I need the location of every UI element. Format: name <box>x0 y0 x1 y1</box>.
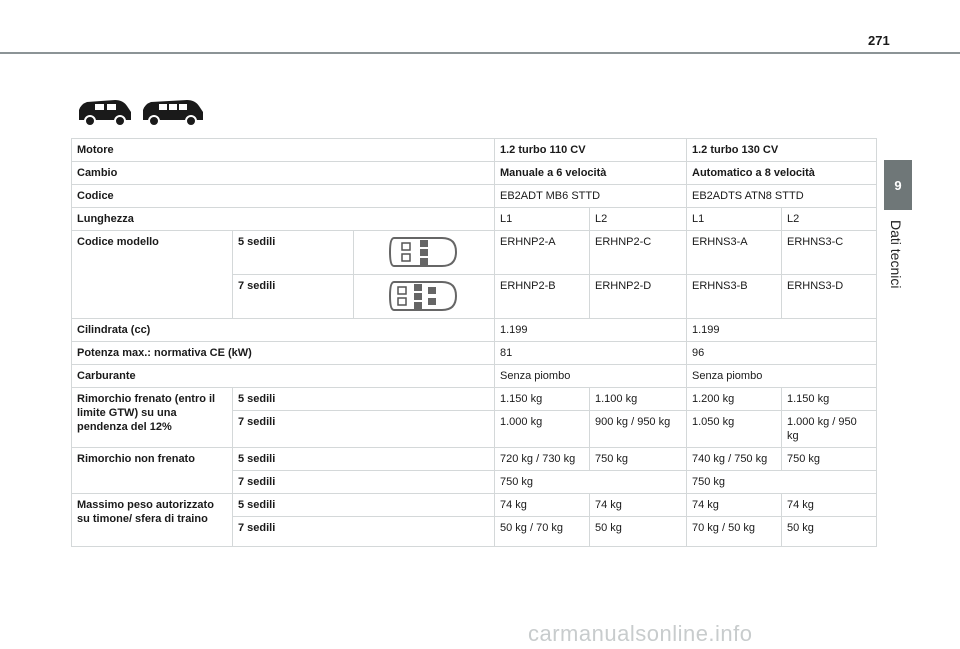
van-short-icon <box>79 100 131 126</box>
row-motore: Motore 1.2 turbo 110 CV 1.2 turbo 130 CV <box>72 139 877 162</box>
van-long-icon <box>143 100 203 126</box>
chapter-title: Dati tecnici <box>888 220 904 289</box>
row-lunghezza: Lunghezza L1 L2 L1 L2 <box>72 208 877 231</box>
label-motore: Motore <box>72 139 495 162</box>
specs-table <box>71 138 877 547</box>
seat-layout-7-icon <box>354 275 495 319</box>
row-codice: Codice EB2ADT MB6 STTD EB2ADTS ATN8 STTD <box>72 185 877 208</box>
row-codice-modello-5: Codice modello 5 sedili ERHNP2-A ERHNP2-C ERHNS3-A ERHNS3-C <box>72 231 877 275</box>
row-carburante: Carburante Senza piombo Senza piombo <box>72 365 877 388</box>
row-massimo-peso-7: 7 sedili 50 kg / 70 kg 50 kg 70 kg / 50 kg 50 kg <box>72 517 877 547</box>
row-massimo-peso-5: Massimo peso autorizzato su timone/ sfera di traino 5 sedili 74 kg 74 kg 74 kg 74 kg <box>72 494 877 517</box>
row-rimorchio-non-frenato-5: Rimorchio non frenato 5 sedili 720 kg / 730 kg 750 kg 740 kg / 750 kg 750 kg <box>72 448 877 471</box>
page-number: 271 <box>868 33 890 48</box>
watermark: carmanualsonline.info <box>528 621 753 646</box>
row-cambio: Cambio Manuale a 6 velocità Automatico a 8 velocità <box>72 162 877 185</box>
row-potenza: Potenza max.: normativa CE (kW) 81 96 <box>72 342 877 365</box>
seat-layout-5-icon <box>354 231 495 275</box>
vehicle-icons <box>75 96 205 135</box>
header-rule <box>0 52 960 54</box>
row-rimorchio-frenato-5: Rimorchio frenato (entro il limite GTW) su una pendenza del 12% 5 sedili 1.150 kg 1.100 kg 1.200 kg 1.150 kg <box>72 388 877 411</box>
row-rimorchio-frenato-7: 7 sedili 1.000 kg 900 kg / 950 kg 1.050 kg 1.000 kg / 950 kg <box>72 411 877 448</box>
row-codice-modello-7: 7 sedili ERHNP2-B ERHNP2-D ERHNS3-B ERHNS3-D <box>72 275 877 319</box>
row-cilindrata: Cilindrata (cc) 1.199 1.199 <box>72 319 877 342</box>
row-rimorchio-non-frenato-7: 7 sedili 750 kg 750 kg <box>72 471 877 494</box>
chapter-tab[interactable]: 9 <box>884 160 912 210</box>
